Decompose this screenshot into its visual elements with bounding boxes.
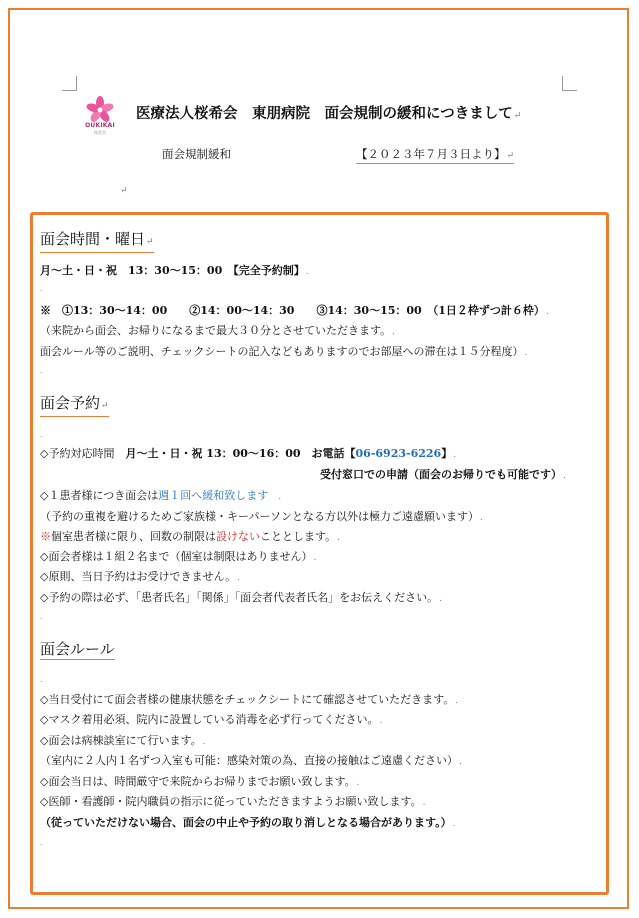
line-text: ◇面会当日は、時間厳守で来院からお帰りまでお願い致します。 — [40, 775, 356, 788]
rule-line-5 — [40, 775, 359, 790]
line-text: ◇原則、当日予約はお受けできません。 — [40, 570, 237, 583]
section-heading-rules — [40, 640, 115, 660]
line-text: ◇予約の際は必ず、「患者氏名」「関係」「面会者代表者氏名」をお伝えください。 — [40, 591, 439, 604]
empty-paragraph: . — [40, 366, 43, 375]
paragraph-mark-icon: . — [480, 513, 483, 523]
subtitle-date — [356, 146, 514, 164]
paragraph-mark-icon: . — [452, 819, 456, 829]
paragraph-mark-icon: ↵ — [506, 151, 515, 161]
empty-paragraph: . — [40, 612, 43, 621]
line-text: （従っていただけない場合、面会の中止や予約の取り消しとなる場合があります。） — [40, 816, 452, 829]
line-text: ◇面会は病棟談室にて行います。 — [40, 734, 202, 747]
paragraph-mark-icon: . — [202, 737, 206, 747]
paragraph-mark-icon: ↵ — [101, 401, 109, 411]
subtitle-date-text: 【２０２３年７月３日より】 — [356, 147, 506, 161]
reservation-hours-end: 】 — [441, 447, 453, 460]
visit-time-line — [40, 264, 309, 279]
reservation-hours-line — [40, 447, 456, 462]
rule-warning-line — [40, 816, 456, 831]
empty-paragraph: . — [40, 430, 43, 439]
duration-note-line — [40, 324, 395, 339]
paragraph-mark-icon: . — [545, 307, 549, 317]
visitor-limit-line — [40, 550, 316, 565]
line-text: ◇マスク着用必須、院内に設置している消毒を必ず行ってください。 — [40, 713, 379, 726]
private-room-highlight: 設けない — [216, 530, 260, 543]
heading-text: 面会ルール — [40, 640, 115, 658]
weekly-visit-highlight: 週１回へ緩和致します — [158, 489, 269, 502]
section-heading-visit-time — [40, 230, 154, 253]
weekly-visit-line — [40, 489, 281, 504]
paragraph-mark-icon: . — [524, 348, 528, 358]
title-text: 医療法人桜希会 東朋病院 面会規制の緩和につきまして — [136, 105, 513, 122]
line-text: （室内に２人内１名ずつ入室も可能：感染対策の為、直接の接触はご遠慮ください） — [40, 754, 458, 767]
crop-mark-top-right — [562, 76, 577, 91]
line-text: 月～土・日・祝 13：30～15：00 【完全予約制】 — [40, 264, 305, 277]
same-day-line — [40, 570, 240, 585]
line-text: ◇面会者様は１組２名まで（個室は制限はありません） — [40, 550, 313, 563]
paragraph-mark-icon: ↵ — [513, 111, 522, 121]
paragraph-mark-icon: . — [455, 696, 459, 706]
empty-paragraph: . — [40, 675, 43, 684]
paragraph-mark-icon: . — [269, 492, 282, 502]
counter-application-line — [320, 468, 566, 483]
private-room-line — [40, 530, 340, 545]
document-title — [136, 102, 521, 123]
line-text: （来院から面会、お帰りになるまで最大３０分とさせていただきます。 — [40, 324, 392, 337]
reservation-info-line — [40, 591, 442, 606]
paragraph-mark-icon: . — [563, 471, 566, 481]
paragraph-mark-icon: ↵ — [120, 186, 128, 196]
empty-paragraph: . — [40, 838, 43, 847]
private-room-text: 個室患者様に限り、回数の制限は — [51, 530, 216, 543]
crop-mark-top-left — [62, 76, 77, 91]
subtitle-left: 面会規制緩和 — [162, 147, 231, 161]
line-text: ◇当日受付にて面会者様の健康状態をチェックシートにて確認させていただきます。 — [40, 693, 455, 706]
paragraph-mark-icon: . — [453, 450, 457, 460]
weekly-visit-prefix: ◇１患者様につき面会は — [40, 489, 159, 502]
paragraph-mark-icon: . — [379, 716, 383, 726]
reservation-hours-label: ◇予約対応時間 — [40, 447, 126, 460]
paragraph-mark-icon: . — [459, 757, 462, 767]
duplicate-avoid-line — [40, 510, 483, 525]
section-heading-reservation — [40, 394, 109, 417]
empty-paragraph: . — [40, 284, 43, 293]
paragraph-mark-icon: . — [439, 594, 442, 604]
phone-number: 06-6923-6226 — [355, 447, 442, 460]
heading-text: 面会予約 — [40, 394, 101, 412]
paragraph-mark-icon: . — [337, 533, 340, 543]
reservation-hours-bold: 月～土・日・祝 13：00～16：00 お電話【 — [125, 447, 356, 460]
logo-text: OUKIKAI — [85, 122, 115, 129]
paragraph-mark-icon: ↵ — [146, 237, 154, 247]
line-text: 面会ルール等のご説明、チェックシートの記入などもありますのでお部屋への滞在は１５分程度） — [40, 345, 524, 358]
rule-line-4 — [40, 754, 462, 769]
paragraph-mark-icon: . — [356, 778, 360, 788]
line-text: 受付窓口での申請（面会のお帰りでも可能です） — [320, 468, 562, 481]
line-text: ◇医師・看護師・院内職員の指示に従っていただきますようお願い致します。 — [40, 795, 422, 808]
time-slots-line — [40, 304, 549, 319]
rule-line-1 — [40, 693, 458, 708]
line-text: （予約の重複を避けるためご家族様・キーパーソンとなる方以外は極力ご遠慮願います） — [40, 510, 480, 523]
paragraph-mark-icon: . — [305, 267, 309, 277]
rule-line-6 — [40, 795, 425, 810]
rule-line-2 — [40, 713, 382, 728]
line-text: ※ ①13：30～14：00 ②14：00～14：30 ③14：30～15：00 （1日２枠ずつ計６枠） — [40, 304, 545, 317]
private-room-end: こととします。 — [260, 530, 337, 543]
rule-line-3 — [40, 734, 205, 749]
logo-subtext: 桜希会 — [94, 130, 106, 135]
stay-note-line — [40, 345, 527, 360]
paragraph-mark-icon: . — [422, 798, 426, 808]
alert-mark: ※ — [40, 530, 51, 543]
paragraph-mark-icon: . — [392, 327, 395, 337]
heading-text: 面会時間・曜日 — [40, 230, 146, 248]
paragraph-mark-icon: . — [313, 553, 317, 563]
paragraph-mark-icon: . — [237, 573, 240, 583]
